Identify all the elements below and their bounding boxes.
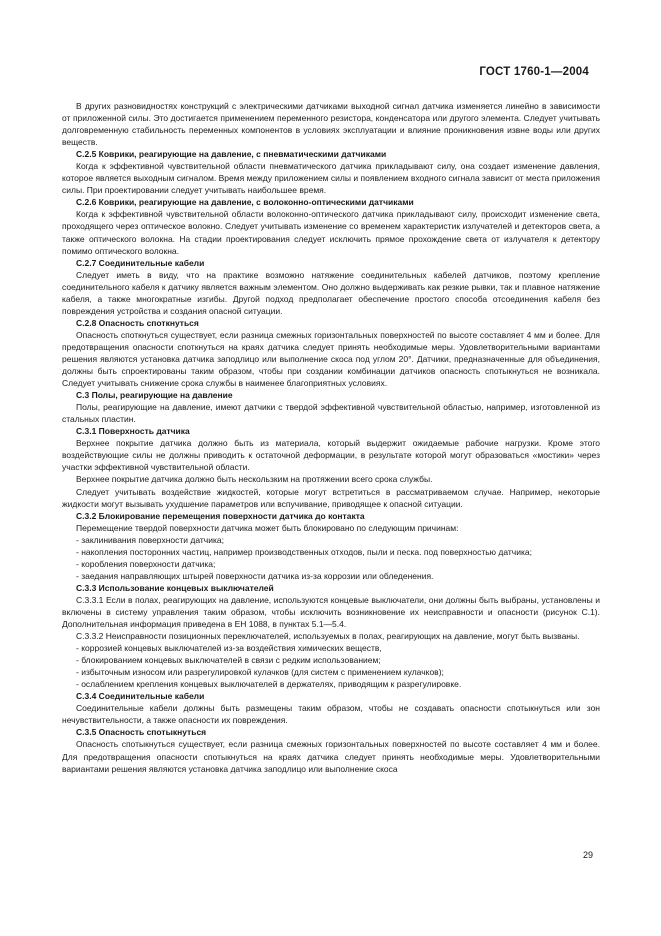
- paragraph: В других разновидностях конструкций с электрическими датчиками выходной сигнал датчика изменяется линейно в зависимости от приложенной силы. Это достигается применением переменного резистора, конденсатора или другого элемента. Следует учитывать долговременную стабильность переменных компонентов в условиях эксплуатации и влияние проникновения извне воды или других веществ.: [62, 101, 600, 148]
- section-heading: С.3.3 Использование концевых выключателей: [76, 582, 274, 593]
- paragraph: Следует иметь в виду, что на практике возможно натяжение соединительных кабелей датчиков, поэтому крепление соединительного кабеля к датчику является важным элементом. Оно должно выдерживать как резкие рывки, так и плавное натяжение кабеля, а также многократные изгибы. Другой подход предполагает обеспечение простого способа отсоединения кабеля без повреждения устройства и создания опасной ситуации.: [62, 269, 600, 316]
- paragraph: С.3.3.2 Неисправности позиционных переключателей, используемых в полах, реагирующих на давление, могут быть вызваны.: [76, 631, 580, 642]
- paragraph: Верхнее покрытие датчика должно быть нескользким на протяжении всего срока службы.: [76, 474, 433, 485]
- section-heading: С.2.8 Опасность споткнуться: [76, 317, 199, 328]
- section-heading: С.3 Полы, реагирующие на давление: [76, 390, 233, 401]
- page-number: 29: [582, 850, 593, 860]
- list-item: - блокированием концевых выключателей в связи с редким использованием;: [76, 655, 381, 666]
- list-item: - ослаблением крепления концевых выключателей в держателях, приводящим к разрегулировке.: [76, 679, 462, 690]
- section-heading: С.2.6 Коврики, реагирующие на давление, с волоконно-оптическими датчиками: [76, 197, 414, 208]
- list-item: - коррозией концевых выключателей из-за воздействия химических веществ,: [76, 643, 382, 654]
- paragraph: Опасность споткнуться существует, если разница смежных горизонтальных поверхностей по высоте составляет 4 мм и более. Для предотвращения опасности споткнуться на краях датчика следует принять необходимые меры. Удовлетворительными вариантами решения являются установка датчика заподлицо или выполнение скоса под углом 20°. Датчики, предназначенные для объединения, должны быть спроектированы таким образом, чтобы при создании комбинации датчиков опасность спотыкнуться не возникала. Следует учитывать снижение срока службы в наименее благоприятных условиях.: [62, 329, 600, 389]
- section-heading: С.2.5 Коврики, реагирующие на давление, с пневматическими датчиками: [76, 149, 387, 160]
- paragraph: Перемещение твердой поверхности датчика может быть блокировано по следующим причинам:: [76, 522, 459, 533]
- paragraph: Когда к эффективной чувствительной области пневматического датчика прикладывают силу, она создает изменение давления, которое является выходным сигналом. Время между приложением силы и появлением входного сигнала зависит от места приложения силы. При проектировании следует учитывать наибольшее время.: [62, 161, 600, 196]
- paragraph: Полы, реагирующие на давление, имеют датчики с твердой эффективной чувствительной областью, например, изготовленной из стальных пластин.: [62, 402, 600, 425]
- list-item: - заклинивания поверхности датчика;: [76, 534, 224, 545]
- section-heading: С.3.1 Поверхность датчика: [76, 426, 190, 437]
- section-heading: С.3.2 Блокирование перемещения поверхности датчика до контакта: [76, 510, 365, 521]
- list-item: - коробления поверхности датчика;: [76, 558, 216, 569]
- paragraph: Следует учитывать воздействие жидкостей, которые могут встретиться в рассматриваемом случае. Например, некоторые жидкости могут вызывать ухудшение параметров или вспучивание, приводящее к опасной ситуации.: [62, 486, 600, 509]
- section-heading: С.3.4 Соединительные кабели: [76, 691, 205, 702]
- list-item: - заедания направляющих штырей поверхности датчика из-за коррозии или обледенения.: [76, 570, 434, 581]
- document-body: [62, 100, 600, 775]
- section-heading: С.3.5 Опасность спотыкнуться: [76, 727, 207, 738]
- paragraph: С.3.3.1 Если в полах, реагирующих на давление, используются концевые выключатели, они должны быть выбраны, установлены и включены в систему управления таким образом, чтобы исключить возникновение их неисправности и опасности (рисунок С.1). Дополнительная информация приведена в ЕН 1088, в пунктах 5.1—5.4.: [62, 594, 600, 630]
- list-item: - накопления посторонних частиц, например производственных отходов, пыли и песка. под поверхностью датчика;: [76, 546, 532, 557]
- section-heading: С.2.7 Соединительные кабели: [76, 257, 205, 268]
- document-header: ГОСТ 1760-1—2004: [479, 66, 589, 78]
- list-item: - избыточным износом или разрегулировкой кулачков (для систем с применением кулачков);: [76, 667, 444, 678]
- paragraph: Соединительные кабели должны быть размещены таким образом, чтобы не создавать опасности спотыкнуться или зон нечувствительности, а также опасности их повреждения.: [62, 703, 600, 726]
- paragraph: Верхнее покрытие датчика должно быть из материала, который выдержит ожидаемые рабочие нагрузки. Кроме этого воздействующие силы не должны приводить к остаточной деформации, в результате которой могут образоваться «мостики» через участки эффективной чувствительной области.: [62, 438, 600, 473]
- paragraph: Когда к эффективной чувствительной области волоконно-оптического датчика прикладывают силу, происходит изменение света, проходящего через оптическое волокно. Следует учитывать изменение со временем характеристик излучателей и детекторов света, а также оптического волокна. На стадии проектирования следует исключить прямое прохождение света от излучателя к детектору помимо оптического волокна.: [62, 209, 600, 256]
- paragraph: Опасность спотыкнуться существует, если разница смежных горизонтальных поверхностей по высоте составляет 4 мм и более. Для предотвращения опасности спотыкнуться на краях датчика следует принять необходимые меры. Удовлетворительными вариантами решения являются установка датчика заподлицо или выполнение скоса: [62, 739, 600, 774]
